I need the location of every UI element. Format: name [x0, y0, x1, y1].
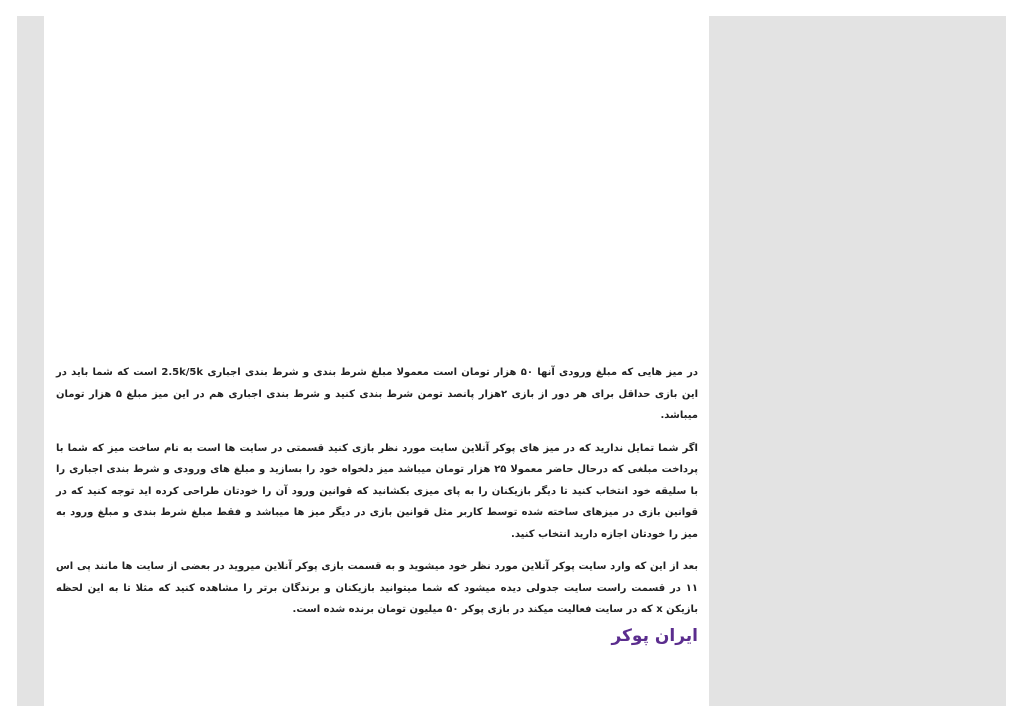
right-side-panel: [709, 16, 1006, 706]
paragraph-create-table: اگر شما تمایل ندارید که در میز های پوکر آنلاین سایت مورد نظر بازی کنید قسمتی در سایت ها است به نام ساخت میز که شما با پرداخت مبلغی که درحال حاضر معمولا ۲۵ هزار تومان میباشد میز دلخواه خود را بسازید و مبلغ های ورودی و شرط بندی اجباری را با سلیقه خود انتخاب کنید تا دیگر بازیکنان را به پای میزی بکشانید که قوانین ورود آن را خودتان طراحی کرده اید توجه کنید که در قوانین بازی در میزهای ساخته شده توسط کاربر مثل قوانین بازی در دیگر میز ها میباشد و فقط مبلغ شرط بندی و مبلغ ورود به میز را خودتان اجازه دارید انتخاب کنید.: [56, 442, 698, 540]
section-heading: ایران پوکر: [611, 626, 698, 646]
paragraph-leaderboard: بعد از این که وارد سایت پوکر آنلاین مورد نظر خود میشوید و به قسمت بازی پوکر آنلاین میروید در بعضی از سایت ها مانند پی اس ۱۱ در قسمت راست سایت جدولی دیده میشود که شما میتوانید بازیکنان و برندگان برتر را مشاهده کنید که مثلا تا به این لحظه بازیکن x که در سایت فعالیت میکند در بازی پوکر ۵۰ میلیون تومان برنده شده است.: [56, 561, 698, 615]
article-body: [56, 362, 698, 632]
paragraph-table-stakes: در میز هایی که مبلغ ورودی آنها ۵۰ هزار تومان است معمولا مبلغ شرط بندی و شرط بندی اجباری 2.5k/5k است که شما باید در این بازی حداقل برای هر دور از بازی ۲هزار پانصد تومن شرط بندی کنید و شرط بندی اجباری هم در این میز مبلغ ۵ هزار تومان میباشد.: [56, 367, 699, 421]
left-gutter: [17, 16, 44, 706]
